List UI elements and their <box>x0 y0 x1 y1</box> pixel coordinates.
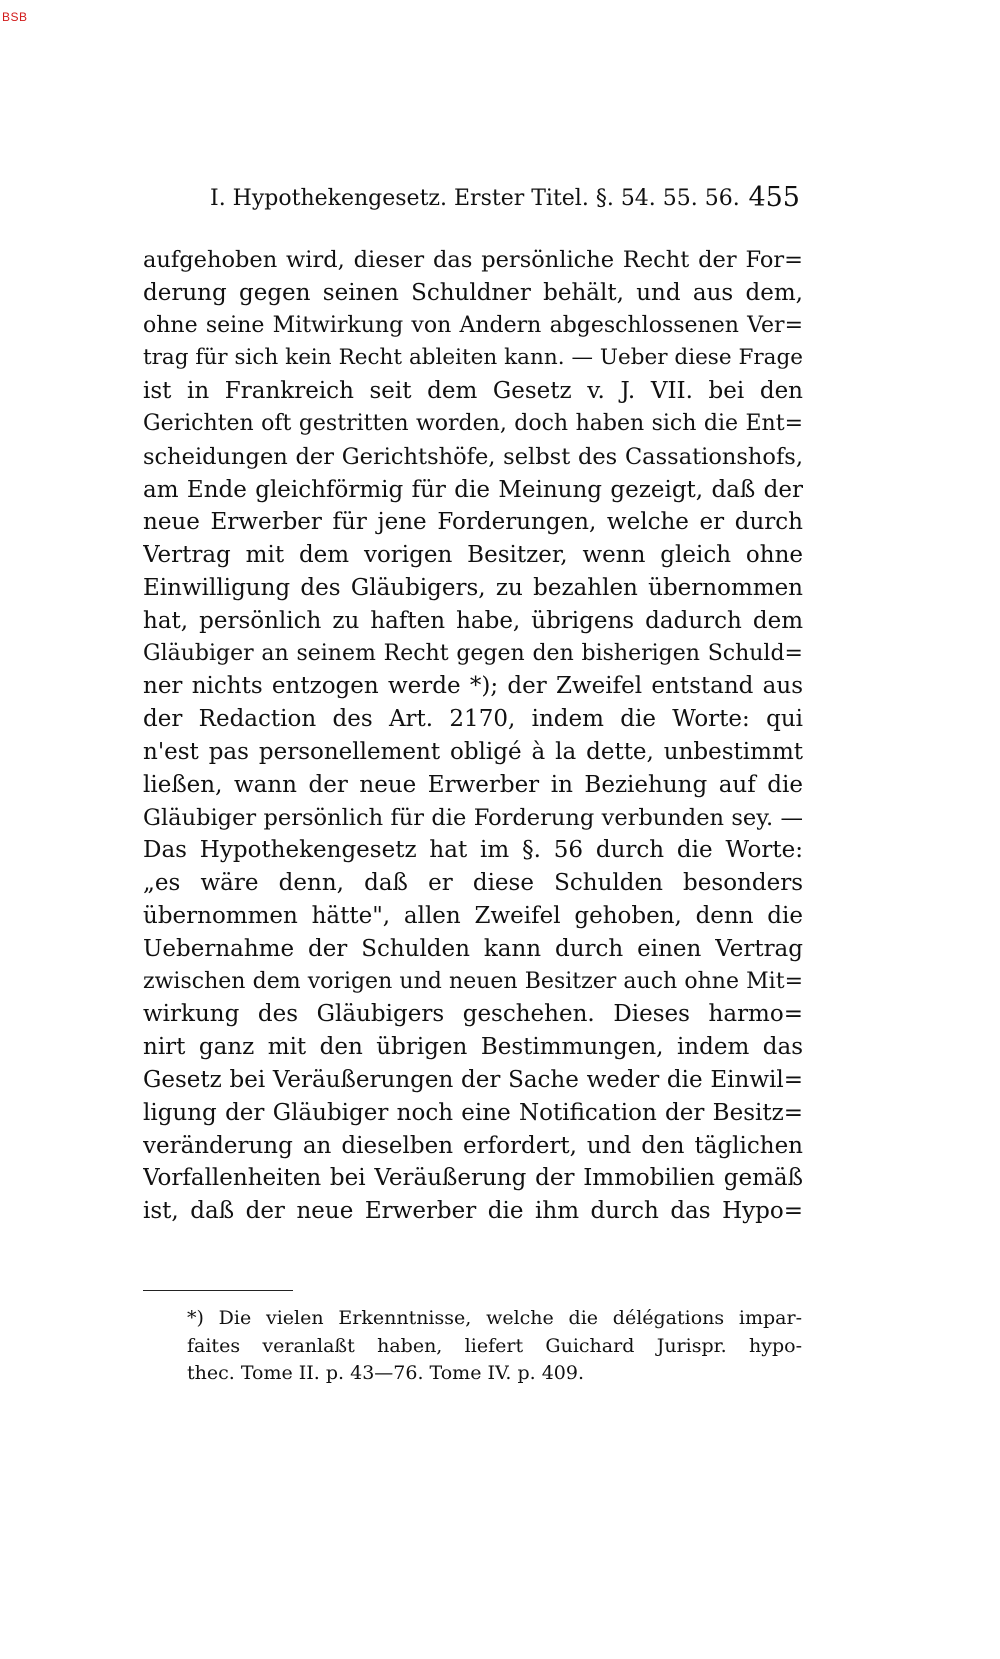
text-line: „es wäre denn, daß er diese Schulden besonders <box>143 870 803 897</box>
footnote-line: faites veranlaßt haben, liefert Guichard Jurispr. hypo- <box>187 1334 802 1357</box>
text-line: trag für sich kein Recht ableiten kann. — Ueber diese Frage <box>143 345 803 371</box>
text-line: zwischen dem vorigen und neuen Besitzer auch ohne Mit= <box>143 968 803 994</box>
body-text <box>143 244 803 1228</box>
text-line: derung gegen seinen Schuldner behält, und aus dem, <box>143 279 803 306</box>
library-watermark: BSB <box>2 10 28 24</box>
text-line: nirt ganz mit den übrigen Bestimmungen, indem das <box>143 1034 803 1061</box>
text-line: Gesetz bei Veräußerungen der Sache weder die Einwil= <box>143 1066 803 1093</box>
text-line: der Redaction des Art. 2170, indem die Worte: qui <box>143 706 803 733</box>
text-line: ist, daß der neue Erwerber die ihm durch das Hypo= <box>143 1198 803 1225</box>
text-line: neue Erwerber für jene Forderungen, welche er durch <box>143 509 803 536</box>
text-line: Vorfallenheiten bei Veräußerung der Immobilien gemäß <box>143 1165 803 1192</box>
text-line: Gläubiger persönlich für die Forderung verbunden sey. — <box>143 804 803 831</box>
text-line: Einwilligung des Gläubigers, zu bezahlen übernommen <box>143 574 803 601</box>
footnote-line: thec. Tome II. p. 43—76. Tome IV. p. 409. <box>187 1362 585 1384</box>
text-line: übernommen hätte", allen Zweifel gehoben, denn die <box>143 902 803 929</box>
footnote-line: *) Die vielen Erkenntnisse, welche die délégations impar- <box>187 1307 802 1329</box>
text-line: ner nichts entzogen werde *); der Zweifel entstand aus <box>143 673 803 700</box>
text-line: Gerichten oft gestritten worden, doch haben sich die Ent= <box>143 410 803 436</box>
text-line: ohne seine Mitwirkung von Andern abgeschlossenen Ver= <box>143 312 803 338</box>
text-line: hat, persönlich zu haften habe, übrigens dadurch dem <box>143 607 803 634</box>
text-line: wirkung des Gläubigers geschehen. Dieses harmo= <box>143 1001 803 1028</box>
text-line: am Ende gleichförmig für die Meinung gezeigt, daß der <box>143 476 803 503</box>
text-line: scheidungen der Gerichtshöfe, selbst des Cassationshofs, <box>143 443 803 470</box>
footnote <box>187 1305 802 1388</box>
text-line: veränderung an dieselben erfordert, und den täglichen <box>143 1132 803 1159</box>
text-line: ligung der Gläubiger noch eine Notification der Besitz= <box>143 1099 803 1126</box>
text-line: ließen, wann der neue Erwerber in Beziehung auf die <box>143 771 803 798</box>
page-header <box>210 178 800 218</box>
text-line: ist in Frankreich seit dem Gesetz v. J. VII. bei den <box>143 378 803 405</box>
text-line: aufgehoben wird, dieser das persönliche Recht der For= <box>143 247 803 273</box>
text-line: Das Hypothekengesetz hat im §. 56 durch die Worte: <box>143 837 803 864</box>
text-line: Uebernahme der Schulden kann durch einen Vertrag <box>143 935 803 962</box>
text-line: Vertrag mit dem vorigen Besitzer, wenn gleich ohne <box>143 542 803 569</box>
footnote-divider <box>143 1290 293 1291</box>
text-line: n'est pas personellement obligé à la dette, unbestimmt <box>143 738 803 765</box>
text-line: Gläubiger an seinem Recht gegen den bisherigen Schuld= <box>143 640 803 666</box>
running-head: I. Hypothekengesetz. Erster Titel. §. 54. 55. 56. <box>210 186 740 211</box>
page-number: 455 <box>748 182 800 213</box>
